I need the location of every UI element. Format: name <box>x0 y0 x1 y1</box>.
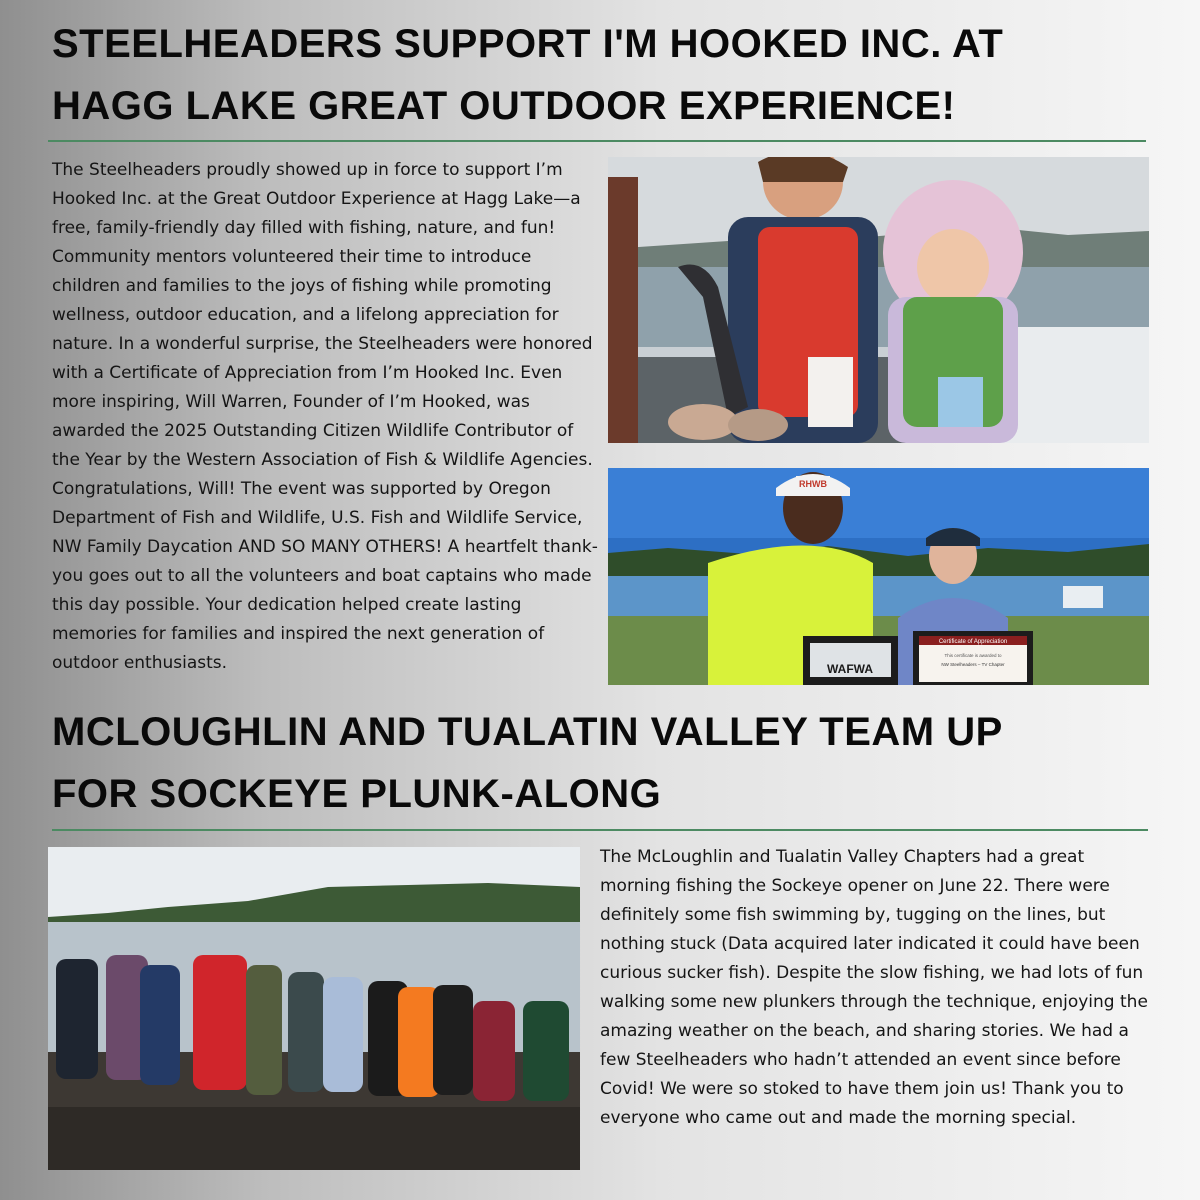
article2-title-line1: MCLOUGHLIN AND TUALATIN VALLEY TEAM UP <box>52 710 1003 754</box>
certificate-line: This certificate is awarded to <box>944 653 1002 658</box>
plaque-text: WAFWA <box>827 662 873 676</box>
photo-kids-with-fish <box>608 157 1149 443</box>
photo-group-on-beach <box>48 847 580 1170</box>
article1-body: The Steelheaders proudly showed up in force to support I’m Hooked Inc. at the Great Outdoor Experience at Hagg Lake—a free, family-friendly day filled with fishing, nature, and fun! Community mentors volunteered their time to introduce children and families to the joys of fishing while promoting wellness, outdoor education, and a lifelong appreciation for nature. In a wonderful surprise, the Steelheaders were honored with a Certificate of Appreciation from I’m Hooked Inc. Even more inspiring, Will Warren, Founder of I’m Hooked, was awarded the 2025 Outstanding Citizen Wildlife Contributor of the Year by the Western Association of Fish & Wildlife Agencies. Congratulations, Will! The event was supported by Oregon Department of Fish and Wildlife, U.S. Fish and Wildlife Service, NW Family Daycation AND SO MANY OTHERS! A heartfelt thank-you goes out to all the volunteers and boat captains who made this day possible. Your dedication helped create lasting memories for families and inspired the next generation of outdoor enthusiasts. <box>52 160 598 673</box>
cap-text: RHWB <box>799 479 827 489</box>
article1-divider <box>48 140 1146 142</box>
article2-divider <box>52 829 1148 831</box>
article2-body: The McLoughlin and Tualatin Valley Chapters had a great morning fishing the Sockeye opener on June 22. There were definitely some fish swimming by, tugging on the lines, but nothing stuck (Data acquired later indicated it could have been curious sucker fish). Despite the slow fishing, we had lots of fun walking some new plunkers through the technique, enjoying the amazing weather on the beach, and sharing stories. We had a few Steelheaders who hadn’t attended an event since before Covid! We were so stoked to have them join us! Thank you to everyone who came out and made the morning special. <box>600 847 1148 1128</box>
certificate-title: Certificate of Appreciation <box>938 639 1008 645</box>
photo-award-recipients <box>608 468 1149 685</box>
article1-title-line2: HAGG LAKE GREAT OUTDOOR EXPERIENCE! <box>52 84 956 128</box>
article2-title-line2: FOR SOCKEYE PLUNK-ALONG <box>52 772 662 816</box>
article1-title-line1: STEELHEADERS SUPPORT I'M HOOKED INC. AT <box>52 22 1004 66</box>
certificate-name: NW Steelheaders – TV Chapter <box>941 662 1005 667</box>
